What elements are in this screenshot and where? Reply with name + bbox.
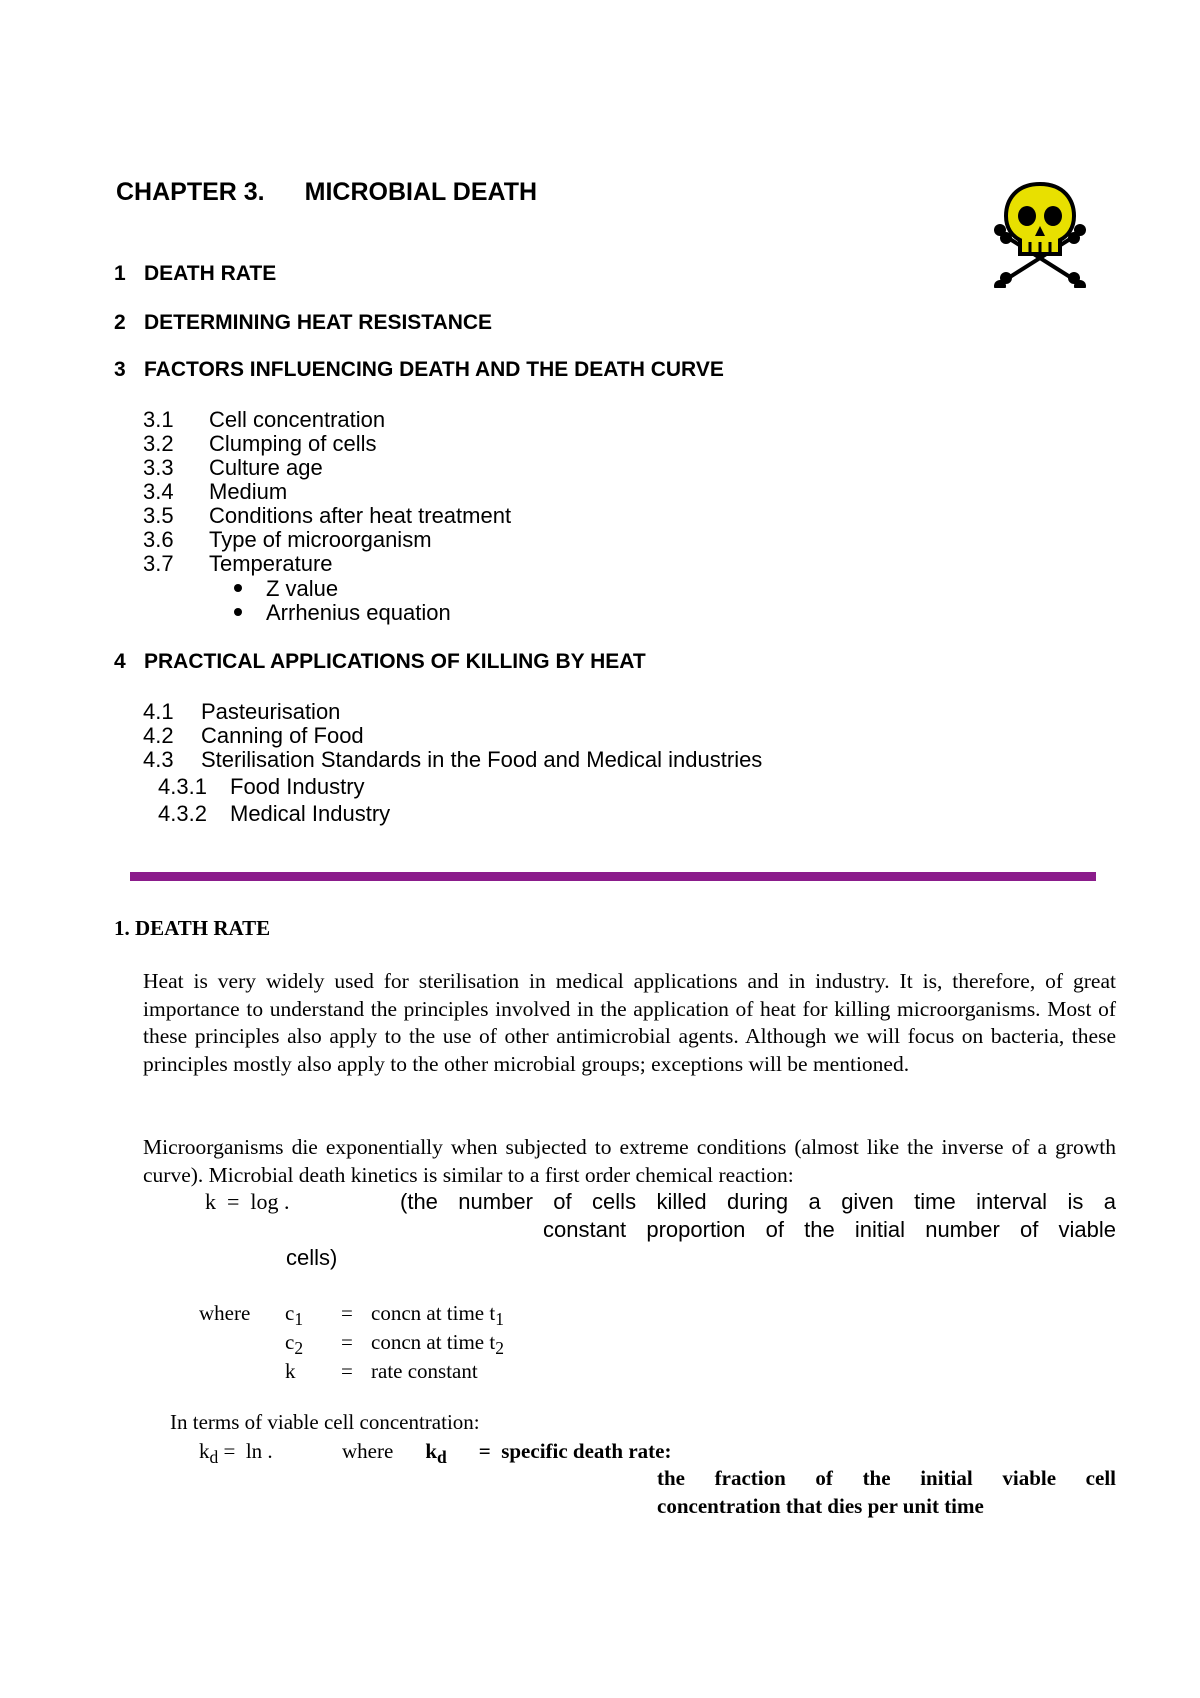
formula-note-line3: cells)	[286, 1245, 338, 1270]
definition-row	[285, 1301, 504, 1330]
toc-item-3-4	[143, 480, 287, 504]
toc-item-4-3	[143, 748, 762, 772]
text-span: 3.7	[143, 551, 174, 576]
toc-item-3-7	[143, 552, 333, 576]
bullet-icon	[234, 584, 242, 592]
text-span: Z value	[266, 576, 339, 601]
text-span: Cell concentration	[209, 407, 386, 432]
text-span: Temperature	[209, 551, 333, 576]
toc-item-3-2	[143, 432, 377, 456]
chapter-title	[116, 178, 537, 207]
formula-note-line2: constant proportion of the initial number of viable	[543, 1217, 1116, 1242]
chapter-name: MICROBIAL DEATH	[304, 178, 538, 206]
text-span: Pasteurisation	[201, 699, 341, 724]
text-span: 4	[114, 650, 126, 673]
text-span: 4.3.1	[158, 774, 207, 799]
text-span: 4.2	[143, 723, 174, 748]
text-span: Culture age	[209, 455, 323, 480]
toc-item-4-3-1	[158, 775, 365, 799]
text-span: 4.3.2	[158, 801, 207, 826]
definitions-table	[285, 1301, 504, 1386]
formula-note-line1: (the number of cells killed during a given time interval is a	[400, 1189, 1116, 1214]
text-span: 3	[114, 358, 126, 381]
text-span: concn at time t	[371, 1301, 496, 1325]
text-span: =	[341, 1330, 353, 1355]
text-span: 1	[294, 1309, 304, 1330]
text-span: specific death rate:	[501, 1439, 672, 1463]
definition-row	[285, 1359, 504, 1386]
text-span: Clumping of cells	[209, 431, 377, 456]
text-span: concn at time t	[371, 1330, 496, 1355]
text-span: k	[199, 1439, 210, 1463]
text-span: 3.3	[143, 455, 174, 480]
text-span: 4.1	[143, 699, 174, 724]
definition-row	[285, 1330, 504, 1359]
chapter-label: CHAPTER 3.	[116, 178, 265, 206]
toc-section-4	[114, 650, 646, 674]
text-span: =	[223, 1439, 236, 1463]
toc-item-3-5	[143, 504, 511, 528]
toc-item-3-3	[143, 456, 323, 480]
kd-definition-line3: concentration that dies per unit time	[657, 1494, 984, 1518]
toc-section-1	[114, 262, 276, 286]
text-span: 4.3	[143, 747, 174, 772]
toc-item-4-2	[143, 724, 364, 748]
text-span: c	[285, 1301, 295, 1325]
text-span: 1	[114, 262, 126, 285]
text-span: =	[341, 1359, 353, 1384]
text-span: FACTORS INFLUENCING DEATH AND THE DEATH CURVE	[144, 358, 724, 381]
toc-section-2	[114, 311, 492, 335]
text-span: d	[437, 1447, 447, 1468]
where-label: where	[199, 1301, 251, 1325]
text-span: d	[209, 1447, 219, 1468]
text-span: c	[285, 1330, 295, 1355]
text-span: 2	[495, 1338, 504, 1359]
kd-definition-line2: the fraction of the initial viable cell	[657, 1466, 1116, 1490]
text-span: Conditions after heat treatment	[209, 503, 512, 528]
bullet-item	[234, 576, 338, 602]
text-span: 3.1	[143, 407, 174, 432]
text-span: Medical Industry	[230, 801, 391, 826]
text-span: 3.4	[143, 479, 174, 504]
skull-and-crossbones-icon	[990, 178, 1090, 288]
text-span: Food Industry	[230, 774, 365, 799]
text-span: DEATH RATE	[144, 262, 277, 285]
text-span: Medium	[209, 479, 288, 504]
kd-definition	[342, 1439, 671, 1468]
text-span: Type of microorganism	[209, 527, 432, 552]
toc-item-3-6	[143, 528, 432, 552]
text-span: k	[205, 1189, 216, 1214]
text-span: Sterilisation Standards in the Food and Medical industries	[201, 747, 763, 772]
bullet-item	[234, 600, 451, 626]
text-span: PRACTICAL APPLICATIONS OF KILLING BY HEAT	[144, 650, 646, 673]
section-divider	[130, 872, 1096, 881]
text-span: =	[478, 1439, 491, 1463]
text-span: rate constant	[371, 1359, 478, 1384]
paragraph-kinetics: Microorganisms die exponentially when subjected to extreme conditions (almost like the inverse of a growth curve). Microbial death kinetics is similar to a first order chemical reaction:	[143, 1135, 1116, 1187]
paragraph-intro: Heat is very widely used for sterilisation in medical applications and in industry. It is, therefore, of great importance to understand the principles involved in the application of heat for killing microorganisms. Most of these principles also apply to the use of other antimicrobial agents. Although we will focus on bacteria, these principles mostly also apply to the other microbial groups; exceptions will be mentioned.	[143, 969, 1116, 1076]
toc-section-3	[114, 358, 724, 382]
text-span: Canning of Food	[201, 723, 364, 748]
formula-k	[205, 1189, 290, 1215]
text-span: k	[285, 1359, 296, 1384]
text-span: k	[425, 1439, 437, 1463]
section-heading: 1. DEATH RATE	[114, 916, 271, 940]
text-span: 3.5	[143, 503, 174, 528]
text-span: 1	[495, 1309, 504, 1330]
text-span: ln .	[245, 1439, 273, 1463]
text-span: 3.6	[143, 527, 174, 552]
bullet-icon	[234, 608, 242, 616]
text-span: 2	[294, 1338, 304, 1359]
text-span: where	[342, 1439, 394, 1463]
text-span: 3.2	[143, 431, 174, 456]
text-span: DETERMINING HEAT RESISTANCE	[144, 311, 493, 334]
formula-kd	[199, 1439, 273, 1468]
toc-item-4-3-2	[158, 802, 390, 826]
text-span: 2	[114, 311, 126, 334]
viable-intro: In terms of viable cell concentration:	[170, 1410, 480, 1434]
text-span: log .	[250, 1189, 290, 1214]
text-span: =	[341, 1301, 353, 1325]
text-span: Arrhenius equation	[266, 600, 451, 625]
toc-item-4-1	[143, 700, 340, 724]
text-span: =	[227, 1189, 240, 1214]
toc-item-3-1	[143, 408, 385, 432]
